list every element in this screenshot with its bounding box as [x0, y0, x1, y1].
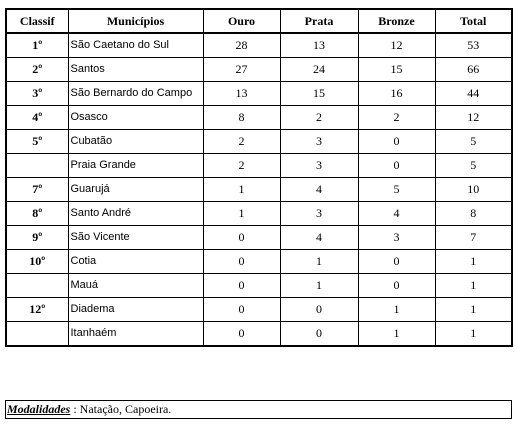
- cell-bronze: 3: [358, 226, 435, 250]
- cell-municipio: Santo André: [68, 202, 203, 226]
- cell-classif: 12º: [6, 298, 68, 322]
- header-bronze: Bronze: [358, 9, 435, 33]
- cell-classif: [6, 154, 68, 178]
- cell-municipio: Cubatão: [68, 130, 203, 154]
- cell-municipio: São Bernardo do Campo: [68, 82, 203, 106]
- cell-prata: 15: [280, 82, 358, 106]
- cell-prata: 1: [280, 274, 358, 298]
- cell-total: 66: [435, 58, 512, 82]
- cell-bronze: 2: [358, 106, 435, 130]
- cell-classif: 9º: [6, 226, 68, 250]
- cell-prata: 4: [280, 178, 358, 202]
- header-municipios: Municípios: [68, 9, 203, 33]
- modalidades-text: : Natação, Capoeira.: [70, 402, 172, 416]
- cell-bronze: 5: [358, 178, 435, 202]
- cell-total: 53: [435, 33, 512, 58]
- cell-municipio: Diadema: [68, 298, 203, 322]
- cell-prata: 13: [280, 33, 358, 58]
- cell-total: 1: [435, 274, 512, 298]
- cell-municipio: Santos: [68, 58, 203, 82]
- cell-prata: 24: [280, 58, 358, 82]
- cell-classif: 3º: [6, 82, 68, 106]
- cell-ouro: 0: [203, 274, 280, 298]
- cell-bronze: 0: [358, 154, 435, 178]
- table-row: [6, 106, 512, 130]
- cell-bronze: 0: [358, 250, 435, 274]
- cell-ouro: 8: [203, 106, 280, 130]
- cell-bronze: 1: [358, 322, 435, 347]
- cell-total: 8: [435, 202, 512, 226]
- cell-municipio: Osasco: [68, 106, 203, 130]
- table-row: [6, 58, 512, 82]
- cell-ouro: 0: [203, 250, 280, 274]
- table-header-row: [6, 9, 512, 33]
- cell-classif: [6, 322, 68, 347]
- table-row: [6, 33, 512, 58]
- cell-prata: 2: [280, 106, 358, 130]
- table-row: [6, 154, 512, 178]
- table-row: [6, 274, 512, 298]
- table-row: [6, 226, 512, 250]
- table-row: [6, 82, 512, 106]
- cell-classif: 1º: [6, 33, 68, 58]
- table-body: [6, 33, 512, 346]
- cell-total: 44: [435, 82, 512, 106]
- cell-bronze: 0: [358, 130, 435, 154]
- table-row: [6, 298, 512, 322]
- cell-prata: 3: [280, 154, 358, 178]
- cell-bronze: 16: [358, 82, 435, 106]
- cell-total: 1: [435, 322, 512, 347]
- cell-ouro: 13: [203, 82, 280, 106]
- cell-ouro: 0: [203, 226, 280, 250]
- cell-prata: 3: [280, 202, 358, 226]
- cell-total: 10: [435, 178, 512, 202]
- header-total: Total: [435, 9, 512, 33]
- cell-bronze: 0: [358, 274, 435, 298]
- header-classif: Classif: [6, 9, 68, 33]
- cell-ouro: 2: [203, 154, 280, 178]
- modalidades-label: Modalidades: [7, 402, 71, 416]
- header-prata: Prata: [280, 9, 358, 33]
- cell-bronze: 12: [358, 33, 435, 58]
- cell-total: 12: [435, 106, 512, 130]
- cell-prata: 3: [280, 130, 358, 154]
- cell-classif: [6, 274, 68, 298]
- cell-ouro: 27: [203, 58, 280, 82]
- cell-municipio: São Caetano do Sul: [68, 33, 203, 58]
- cell-ouro: 28: [203, 33, 280, 58]
- cell-ouro: 1: [203, 178, 280, 202]
- table-row: [6, 202, 512, 226]
- cell-prata: 1: [280, 250, 358, 274]
- cell-municipio: Itanhaém: [68, 322, 203, 347]
- cell-municipio: São Vicente: [68, 226, 203, 250]
- cell-total: 7: [435, 226, 512, 250]
- cell-bronze: 1: [358, 298, 435, 322]
- cell-prata: 0: [280, 298, 358, 322]
- table-row: [6, 250, 512, 274]
- cell-municipio: Mauá: [68, 274, 203, 298]
- cell-bronze: 4: [358, 202, 435, 226]
- modalidades-note: [5, 400, 512, 419]
- table-row: [6, 322, 512, 347]
- cell-municipio: Guarujá: [68, 178, 203, 202]
- cell-ouro: 0: [203, 322, 280, 347]
- table-row: [6, 178, 512, 202]
- cell-ouro: 2: [203, 130, 280, 154]
- table-row: [6, 130, 512, 154]
- cell-ouro: 0: [203, 298, 280, 322]
- cell-total: 5: [435, 130, 512, 154]
- cell-classif: 10º: [6, 250, 68, 274]
- cell-municipio: Cotia: [68, 250, 203, 274]
- cell-total: 1: [435, 298, 512, 322]
- medal-table: [5, 8, 513, 347]
- cell-total: 1: [435, 250, 512, 274]
- cell-prata: 0: [280, 322, 358, 347]
- cell-total: 5: [435, 154, 512, 178]
- cell-municipio: Praia Grande: [68, 154, 203, 178]
- cell-ouro: 1: [203, 202, 280, 226]
- cell-classif: 8º: [6, 202, 68, 226]
- cell-bronze: 15: [358, 58, 435, 82]
- cell-classif: 7º: [6, 178, 68, 202]
- header-ouro: Ouro: [203, 9, 280, 33]
- cell-classif: 5º: [6, 130, 68, 154]
- cell-classif: 4º: [6, 106, 68, 130]
- cell-classif: 2º: [6, 58, 68, 82]
- cell-prata: 4: [280, 226, 358, 250]
